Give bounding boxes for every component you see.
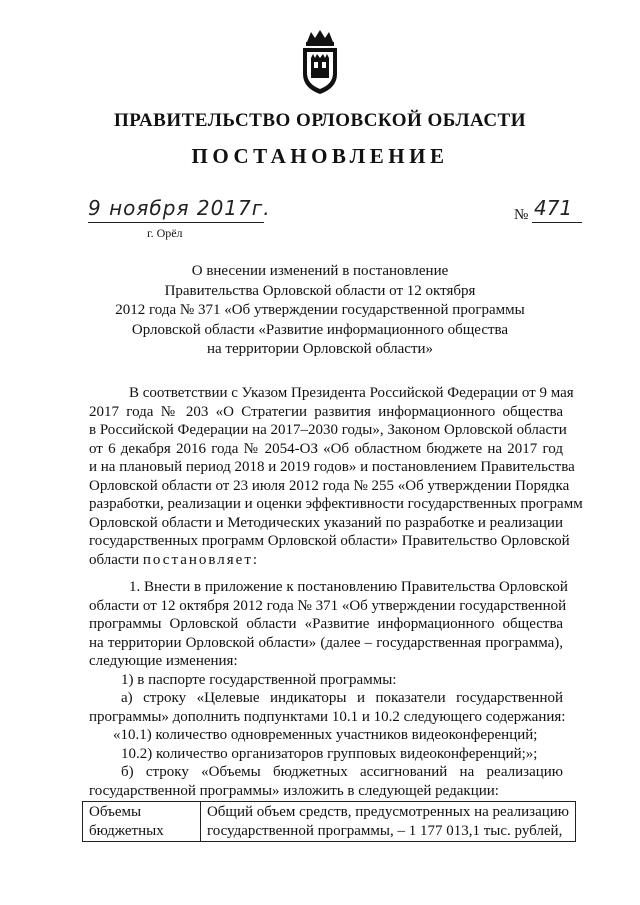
preamble-line: государственных программ Орловской области» Правительство Орловской bbox=[89, 533, 570, 549]
preamble-final-line bbox=[89, 551, 563, 570]
handwritten-date: 9 ноября 2017г. bbox=[88, 196, 271, 220]
item-1-line: 1. Внести в приложение к постановлению Правительства Орловской bbox=[129, 579, 568, 595]
preamble-line: и на плановый период 2018 и 2019 годов» и постановлением Правительства bbox=[89, 459, 575, 475]
item-1-1a-line: программы» дополнить подпунктами 10.1 и 10.2 следующего содержания: bbox=[89, 708, 566, 725]
item-1-line: области от 12 октября 2012 года № 371 «Об утверждении государственной bbox=[89, 597, 567, 614]
item-1-1-line: 1) в паспорте государственной программы: bbox=[121, 671, 397, 688]
city-label: г. Орёл bbox=[147, 226, 183, 240]
item-1-paragraph bbox=[89, 578, 568, 800]
table-cell-line: Общий объем средств, предусмотренных на реализацию bbox=[206, 804, 569, 820]
preamble-line: Орловской области и Методических указаний по разработке и реализации bbox=[89, 514, 563, 531]
item-1-line: на территории Орловской области» (далее – государственная программа), bbox=[89, 634, 563, 651]
table-cell-value bbox=[200, 802, 575, 842]
item-1-1b-line: б) строку «Объемы бюджетных ассигнований на реализацию bbox=[121, 764, 563, 780]
preamble-line: разработки, реализации и оценки эффективности государственных программ bbox=[89, 496, 583, 512]
table-cell-line: бюджетных bbox=[89, 822, 164, 839]
coat-of-arms-icon bbox=[297, 28, 343, 96]
document-subject bbox=[100, 262, 540, 360]
resolution-keyword: постановляет: bbox=[142, 551, 260, 568]
government-title: ПРАВИТЕЛЬСТВО ОРЛОВСКОЙ ОБЛАСТИ bbox=[113, 110, 526, 131]
preamble-line: 2017 года № 203 «О Стратегии развития информационного общества bbox=[89, 403, 563, 420]
subitem-10-1-line: «10.1) количество одновременных участников видеоконференций; bbox=[113, 727, 538, 743]
number-label: № bbox=[514, 207, 529, 223]
item-1-line: программы Орловской области «Развитие информационного общества bbox=[89, 616, 563, 632]
handwritten-number: 471 bbox=[534, 196, 573, 220]
preamble-line: В соответствии с Указом Президента Российской Федерации от 9 мая bbox=[129, 385, 574, 401]
subitem-10-2-line: 10.2) количество организаторов групповых видеоконференций;»; bbox=[121, 745, 538, 762]
item-1-1b-line: государственной программы» изложить в следующей редакции: bbox=[89, 782, 499, 799]
item-1-line: следующие изменения: bbox=[89, 653, 238, 669]
subject-line: Орловской области «Развитие информационного общества bbox=[131, 321, 509, 338]
subject-line: О внесении изменений в постановление bbox=[191, 263, 449, 279]
budget-table bbox=[82, 801, 576, 842]
table-cell-line: государственной программы, – 1 177 013,1 тыс. рублей, bbox=[206, 822, 563, 839]
preamble-line: Орловской области от 23 июля 2012 года № 255 «Об утверждении Порядка bbox=[89, 477, 570, 494]
subject-line: 2012 года № 371 «Об утверждении государственной программы bbox=[115, 302, 525, 318]
table-row bbox=[83, 802, 576, 842]
date-underline bbox=[88, 222, 264, 223]
preamble-line: в Российской Федерации на 2017–2030 годы», Законом Орловской области bbox=[89, 422, 567, 438]
item-1-1a-line: а) строку «Целевые индикаторы и показатели государственной bbox=[121, 690, 563, 706]
number-underline bbox=[532, 222, 582, 223]
preamble-end-word: области bbox=[89, 551, 140, 568]
document-type-title: ПОСТАНОВЛЕНИЕ bbox=[191, 144, 449, 168]
table-cell-label bbox=[83, 802, 201, 842]
preamble-line: от 6 декабря 2016 года № 2054-ОЗ «Об областном бюджете на 2017 год bbox=[89, 440, 563, 457]
preamble-paragraph bbox=[89, 384, 583, 569]
subject-line: на территории Орловской области» bbox=[206, 341, 434, 357]
subject-line: Правительства Орловской области от 12 октября bbox=[164, 282, 476, 299]
table-cell-line: Объемы bbox=[89, 804, 142, 820]
